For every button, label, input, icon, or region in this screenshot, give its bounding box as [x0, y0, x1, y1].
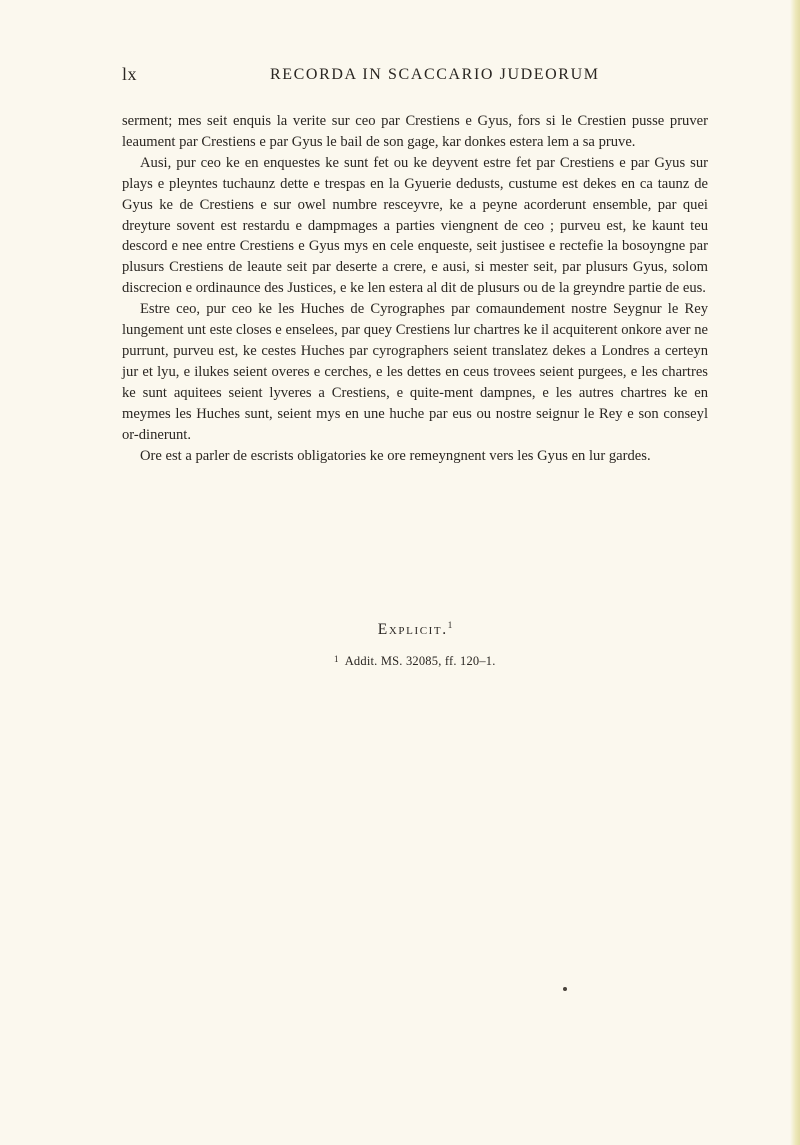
ink-speck	[563, 987, 567, 991]
footnote-text: Addit. MS. 32085, ff. 120–1.	[344, 654, 496, 668]
explicit-heading	[122, 620, 708, 639]
page-edge-shadow	[790, 0, 800, 1145]
body-text	[122, 111, 708, 466]
paragraph: Estre ceo, pur ceo ke les Huches de Cyrographes par comaundement nostre Seygnur le Rey lungement unt este closes e enselees, par quey Crestiens lur chartres ke il acquiterent onkore aver ne purrunt, purveu est, ke cestes Huches par cyrographers seient translatez dekes a Londres a certeyn jur et lyu, e ilukes seient overes e cerches, e les dettes en ceus trovees seient purgees, e les chartres ke sunt aquitees seient lyveres a Crestiens, e quite-ment dampnes, e les autres chartres ke en meymes les Huches sunt, seient mys en une huche par eus ou nostre seignur le Rey e son conseyl or-dinerunt.	[122, 301, 708, 443]
paragraph: Ore est a parler de escrists obligatories ke ore remeyngnent vers les Gyus en lur gardes.	[140, 447, 651, 464]
page-number: lx	[122, 64, 138, 84]
footnote	[334, 654, 496, 669]
explicit-text: Explicit.	[377, 621, 448, 639]
footnote-mark: 1	[334, 654, 339, 664]
running-head	[122, 64, 707, 88]
paragraph: serment; mes seit enquis la verite sur ceo par Crestiens e Gyus, fors si le Crestien pusse pruver leaument par Crestiens e par Gyus le bail de son gage, kar donkes estera lem a sa pruve.	[122, 113, 708, 150]
footnote-reference: 1	[447, 620, 453, 630]
paragraph: Ausi, pur ceo ke en enquestes ke sunt fet ou ke deyvent estre fet par Crestiens e par Gyus sur plays e pleyntes tuchaunz dette e trespas en la Gyuerie dedusts, custume est dekes en ca taunz de Gyus ke de Crestiens e sur owel numbre resceyvre, ke a peyne acorderunt ensemble, par quei dreyture sovent est restardu e dampmages a parties viengnent de ceo ; purveu est, ke kaunt teu descord e nee entre Crestiens e Gyus mys en cele enqueste, seit justisee e rectefie la bosoyngne par plusurs Crestiens de leaute seit par deserte a crere, e ausi, si mester seit, par plusurs Gyus, solom discrecion e ordinaunce des Justices, e ke len estera al dit de plusurs ou de la greyndre partie de eus.	[122, 154, 708, 297]
running-title: RECORDA IN SCACCARIO JUDEORUM	[270, 66, 600, 83]
